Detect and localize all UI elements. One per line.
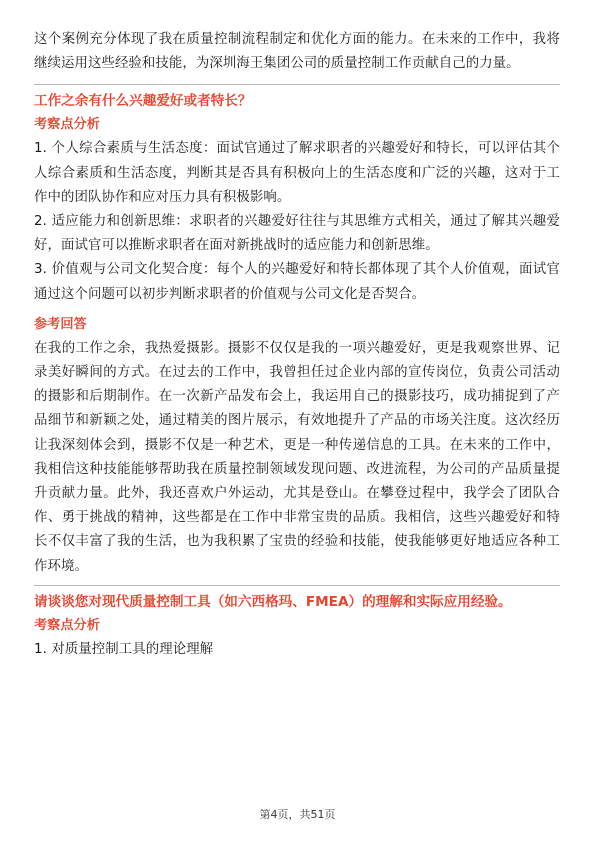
analysis-point: 1. 对质量控制工具的理论理解 [34, 641, 214, 657]
analysis-heading: 考察点分析 [34, 617, 100, 633]
analysis-point: 2. 适应能力和创新思维：求职者的兴趣爱好往往与其思维方式相关，通过了解其兴趣爱好，面试官可以推断求职者在面对新挑战时的适应能力和创新思维。 [34, 214, 560, 254]
analysis-point: 1. 个人综合素质与生活态度：面试官通过了解求职者的兴趣爱好和特长，可以评估其个人综合素质和生活态度，判断其是否具有积极向上的生活态度和广泛的兴趣，这对于工作中的团队协作和应对压力具有积极影响。 [34, 141, 560, 205]
analysis-point: 3. 价值观与公司文化契合度：每个人的兴趣爱好和特长都体现了其个人价值观，面试官通过这个问题可以初步判断求职者的价值观与公司文化是否契合。 [34, 262, 560, 302]
answer-heading: 参考回答 [34, 316, 87, 332]
document-page [34, 28, 560, 662]
page-number: 第4页，共51页 [259, 808, 336, 821]
question-heading: 工作之余有什么兴趣爱好或者特长？ [34, 93, 252, 110]
question-heading: 请谈谈您对现代质量控制工具（如六西格玛、FMEA）的理解和实际应用经验。 [34, 593, 512, 610]
analysis-heading: 考察点分析 [34, 117, 100, 133]
intro-paragraph: 这个案例充分体现了我在质量控制流程制定和优化方面的能力。在未来的工作中，我将继续运用这些经验和技能，为深圳海王集团公司的质量控制工作贡献自己的力量。 [34, 32, 560, 72]
answer-paragraph: 在我的工作之余，我热爱摄影。摄影不仅仅是我的一项兴趣爱好，更是我观察世界、记录美好瞬间的方式。在过去的工作中，我曾担任过企业内部的宣传岗位，负责公司活动的摄影和后期制作。在一次新产品发布会上，我运用自己的摄影技巧，成功捕捉到了产品细节和新颖之处，通过精美的图片展示，有效地提升了产品的市场关注度。这次经历让我深刻体会到，摄影不仅是一种艺术，更是一种传递信息的工具。在未来的工作中，我相信这种技能能够帮助我在质量控制领域发现问题、改进流程，为公司的产品质量提升贡献力量。此外，我还喜欢户外运动，尤其是登山。在攀登过程中，我学会了团队合作、勇于挑战的精神，这些都是在工作中非常宝贵的品质。我相信，这些兴趣爱好和特长不仅丰富了我的生活，也为我积累了宝贵的经验和技能，使我能够更好地适应各种工作环境。 [34, 340, 560, 574]
